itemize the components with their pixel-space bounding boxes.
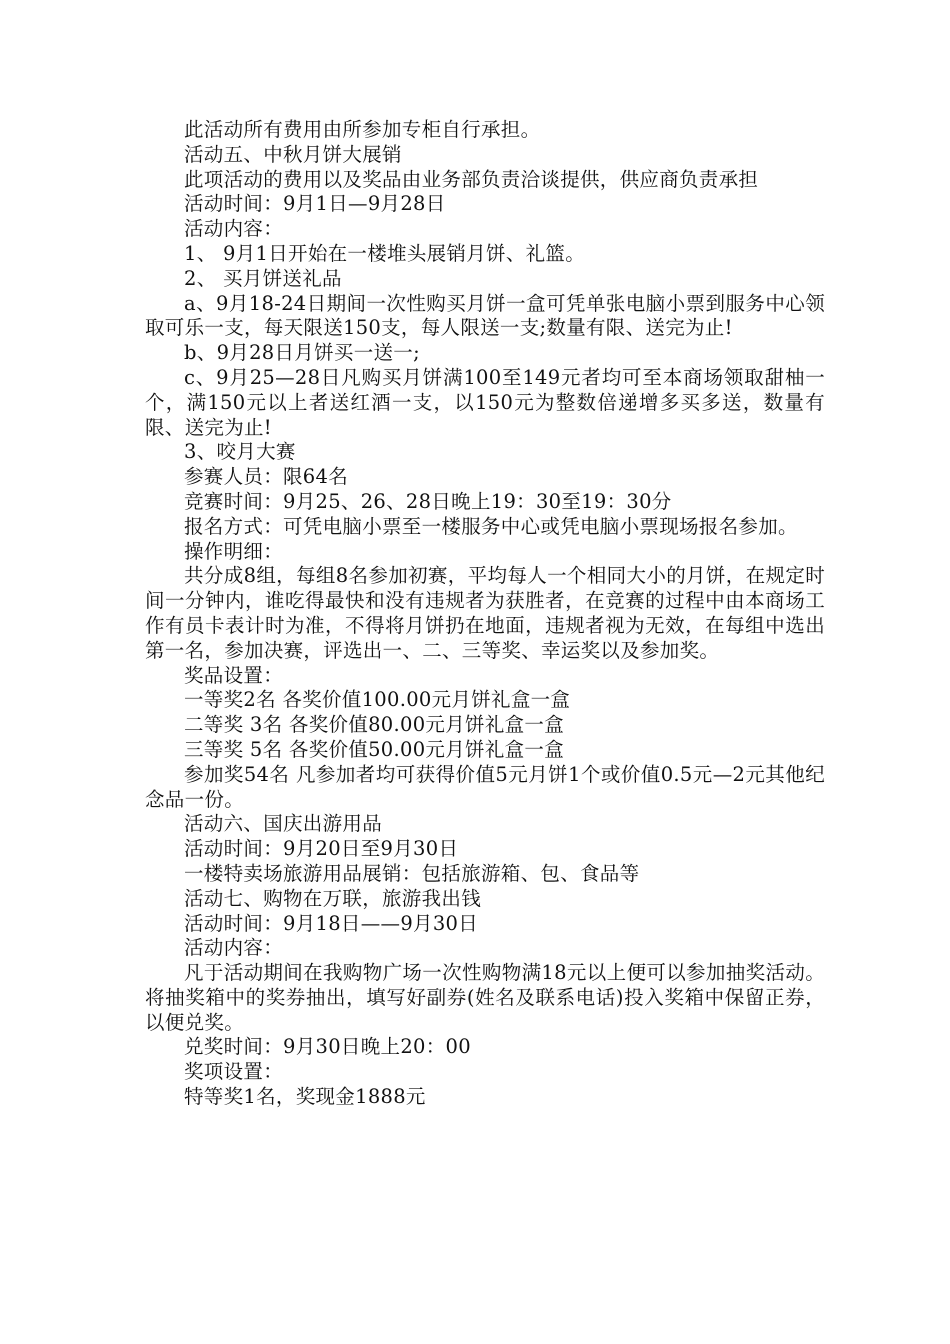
- paragraph: 操作明细：: [184, 539, 284, 563]
- list-item: b、9月28日月饼买一送一;: [184, 341, 420, 365]
- paragraph: 竞赛时间：9月25、26、28日晚上19：30至19：30分: [184, 489, 672, 513]
- paragraph: 此活动所有费用由所参加专柜自行承担。: [184, 118, 541, 141]
- prize-line: 一等奖2名 各奖价值100.00元月饼礼盒一盒: [184, 688, 571, 712]
- prize-line: 三等奖 5名 各奖价值50.00元月饼礼盒一盒: [184, 737, 565, 761]
- prize-line: 二等奖 3名 各奖价值80.00元月饼礼盒一盒: [184, 713, 565, 737]
- paragraph: 参赛人员：限64名: [184, 465, 349, 489]
- list-item: 3、咬月大赛: [184, 440, 296, 464]
- paragraph: 活动内容：: [184, 217, 284, 241]
- paragraph: 活动时间：9月20日至9月30日: [184, 837, 459, 861]
- section-heading: 活动七、购物在万联，旅游我出钱: [184, 886, 482, 910]
- section-heading: 活动五、中秋月饼大展销: [184, 142, 402, 166]
- paragraph: 兑奖时间：9月30日晚上20：00: [184, 1035, 471, 1059]
- paragraph: 一楼特卖场旅游用品展销：包括旅游箱、包、食品等: [184, 861, 640, 885]
- paragraph: 此项活动的费用以及奖品由业务部负责洽谈提供，供应商负责承担: [184, 167, 759, 191]
- section-heading: 活动六、国庆出游用品: [184, 812, 383, 836]
- list-item: c、9月25—28日凡购买月饼满100至149元者均可至本商场领取甜柚一个，满150元以上者送红酒一支，以150元为整数倍递增多买多送，数量有限、送完为止!: [145, 365, 825, 439]
- list-item: 2、 买月饼送礼品: [184, 266, 342, 290]
- paragraph: 奖项设置：: [184, 1060, 284, 1084]
- list-item: a、9月18-24日期间一次性购买月饼一盒可凭单张电脑小票到服务中心领取可乐一支，每天限送150支，每人限送一支;数量有限、送完为止!: [145, 291, 825, 340]
- paragraph: 活动时间：9月1日—9月28日: [184, 192, 446, 216]
- document-body: [145, 118, 825, 1110]
- list-item: 1、 9月1日开始在一楼堆头展销月饼、礼篮。: [184, 241, 586, 265]
- paragraph: 报名方式：可凭电脑小票至一楼服务中心或凭电脑小票现场报名参加。: [184, 514, 798, 538]
- paragraph: 活动内容：: [184, 936, 284, 960]
- paragraph: 奖品设置：: [184, 663, 284, 687]
- paragraph: 活动时间：9月18日——9月30日: [184, 911, 479, 935]
- paragraph: 共分成8组，每组8名参加初赛，平均每人一个相同大小的月饼，在规定时间一分钟内，谁吃得最快和没有违规者为获胜者，在竞赛的过程中由本商场工作有员卡表计时为准，不得将月饼扔在地面，违规者视为无效，在每组中选出第一名，参加决赛，评选出一、二、三等奖、幸运奖以及参加奖。: [145, 564, 825, 662]
- prize-line: 参加奖54名 凡参加者均可获得价值5元月饼1个或价值0.5元—2元其他纪念品一份。: [145, 762, 825, 811]
- prize-line: 特等奖1名，奖现金1888元: [184, 1085, 426, 1109]
- paragraph: 凡于活动期间在我购物广场一次性购物满18元以上便可以参加抽奖活动。将抽奖箱中的奖券抽出，填写好副券(姓名及联系电话)投入奖箱中保留正券，以便兑奖。: [145, 961, 825, 1034]
